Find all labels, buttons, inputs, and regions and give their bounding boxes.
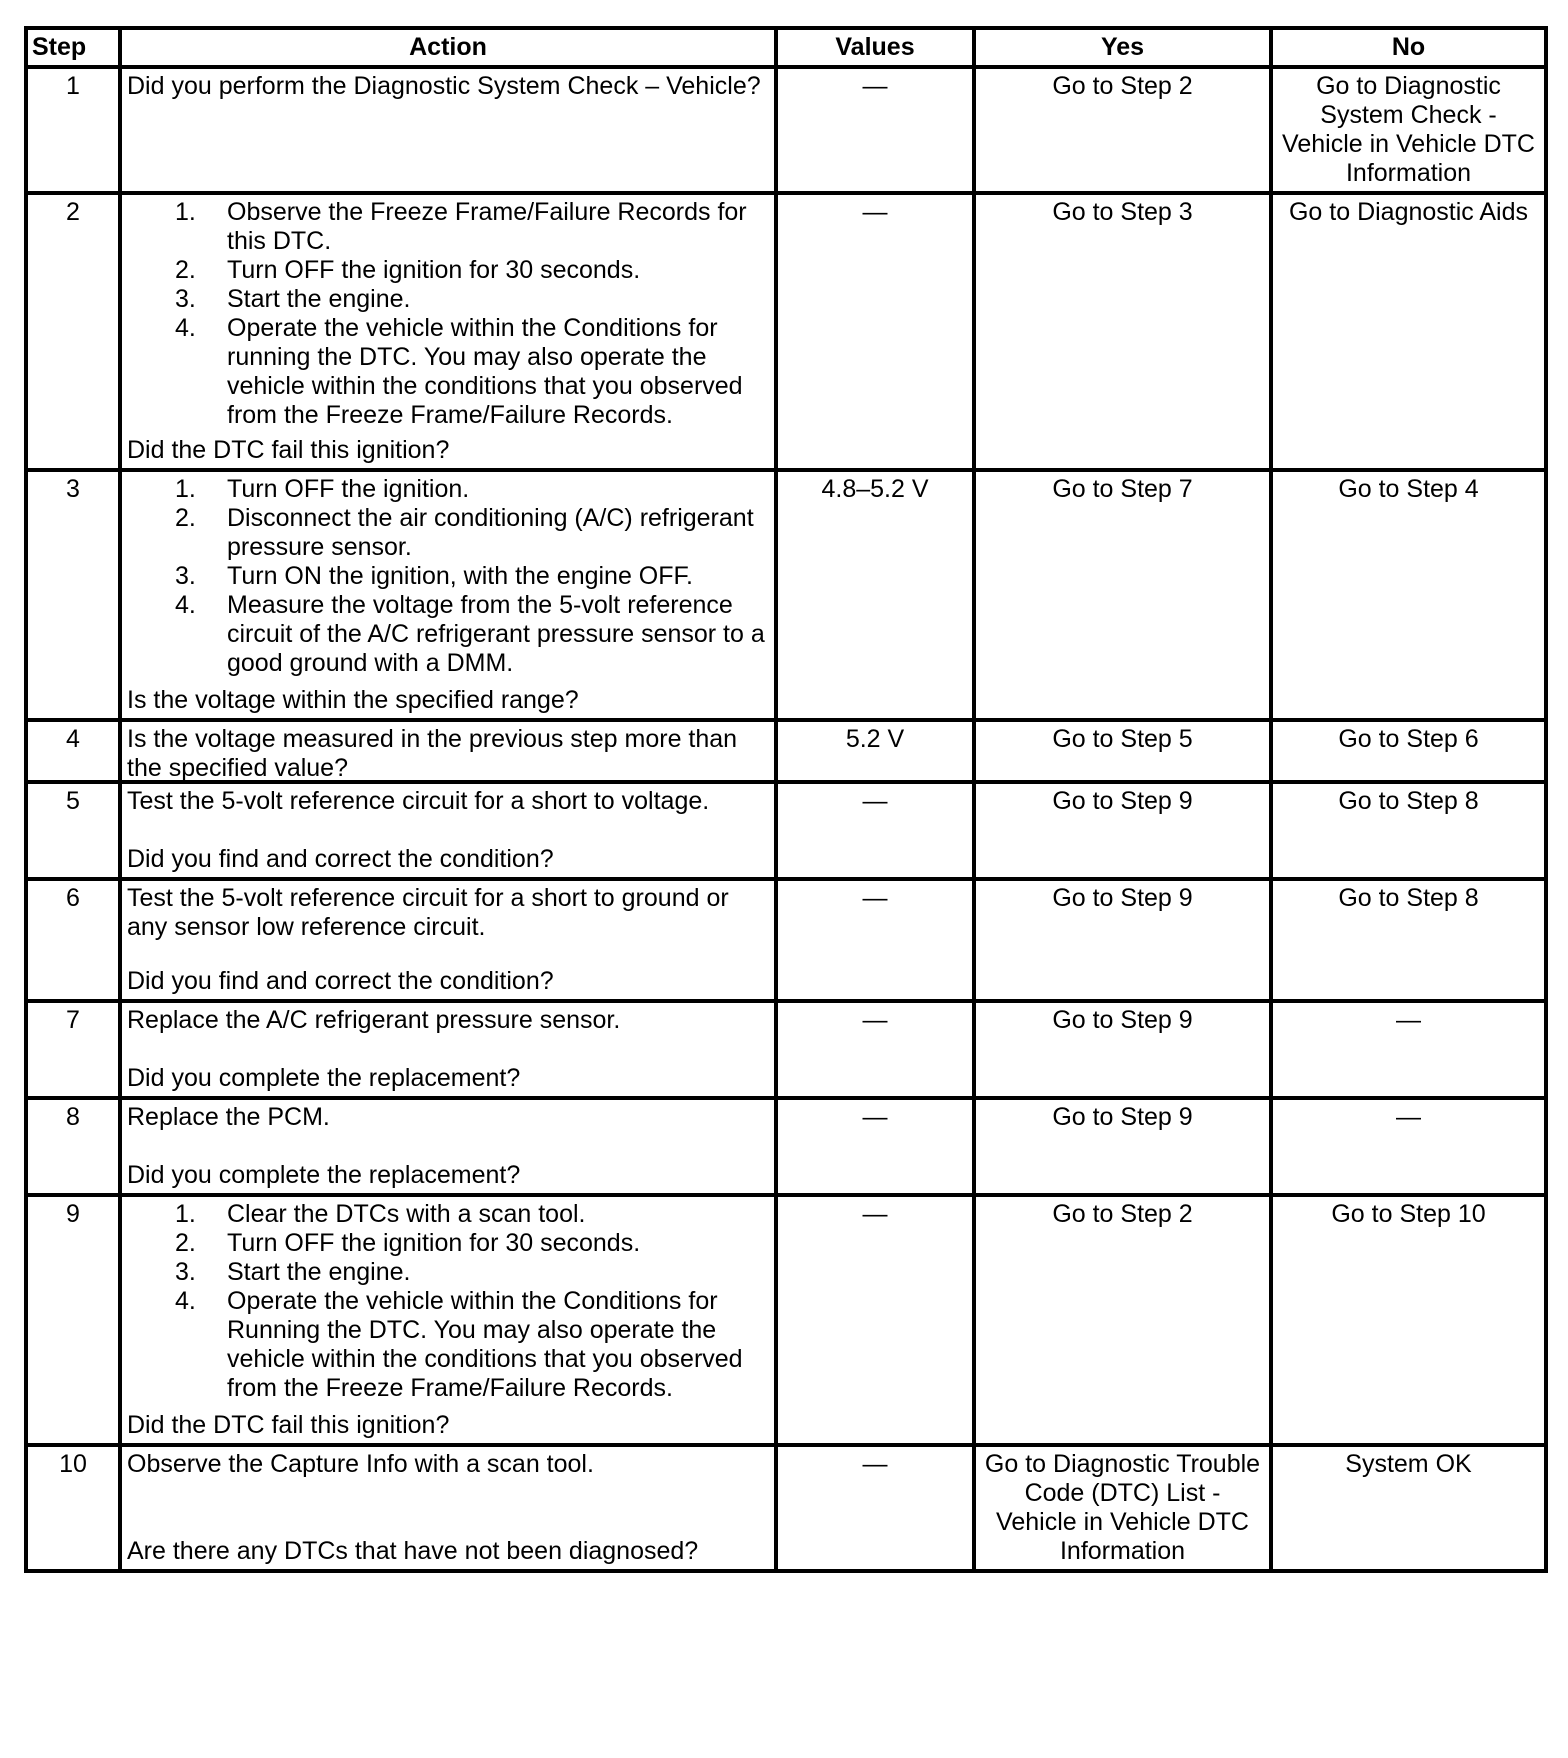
- yes-cell: Go to Step 9: [974, 879, 1271, 1001]
- yes-cell: Go to Step 9: [974, 782, 1271, 879]
- values-cell: 5.2 V: [776, 720, 974, 782]
- values-cell: —: [776, 1098, 974, 1195]
- step-number: 10: [26, 1445, 120, 1571]
- procedure-item: [175, 1200, 769, 1229]
- action-question: Did the DTC fail this ignition?: [127, 1411, 450, 1439]
- yes-cell: Go to Step 2: [974, 1195, 1271, 1445]
- action-cell: [120, 193, 776, 470]
- table-row: [26, 782, 1546, 879]
- procedure-list: [127, 198, 769, 430]
- yes-cell: Go to Step 3: [974, 193, 1271, 470]
- table-row: [26, 193, 1546, 470]
- procedure-item-text: Operate the vehicle within the Conditions for running the DTC. You may also operate the vehicle within the conditions that you observed from the Freeze Frame/Failure Records.: [227, 314, 743, 429]
- step-number: 1: [26, 67, 120, 193]
- action-text: Is the voltage measured in the previous step more than the specified value?: [127, 725, 738, 782]
- step-number: 5: [26, 782, 120, 879]
- action-question: Did the DTC fail this ignition?: [127, 436, 450, 464]
- table-row: [26, 1195, 1546, 1445]
- action-text: Test the 5-volt reference circuit for a short to ground or any sensor low reference circuit.: [127, 884, 729, 941]
- procedure-item-text: Turn OFF the ignition.: [227, 475, 470, 503]
- no-cell: —: [1271, 1001, 1546, 1098]
- procedure-item: [175, 314, 769, 430]
- step-number: 6: [26, 879, 120, 1001]
- step-number: 7: [26, 1001, 120, 1098]
- step-number: 3: [26, 470, 120, 720]
- no-cell: System OK: [1271, 1445, 1546, 1571]
- action-cell: [120, 67, 776, 193]
- values-cell: —: [776, 1445, 974, 1571]
- procedure-item-text: Turn OFF the ignition for 30 seconds.: [227, 256, 641, 284]
- header-yes: Yes: [974, 28, 1271, 67]
- procedure-item: [175, 198, 769, 256]
- procedure-item-text: Start the engine.: [227, 285, 411, 313]
- no-cell: Go to Diagnostic System Check - Vehicle in Vehicle DTC Information: [1271, 67, 1546, 193]
- action-cell: [120, 782, 776, 879]
- step-number: 2: [26, 193, 120, 470]
- table-row: [26, 1445, 1546, 1571]
- action-cell: [120, 1098, 776, 1195]
- procedure-item: [175, 504, 769, 562]
- values-cell: —: [776, 67, 974, 193]
- procedure-item-number: 3.: [175, 285, 196, 313]
- procedure-item: [175, 285, 769, 314]
- no-cell: Go to Step 10: [1271, 1195, 1546, 1445]
- header-step: Step: [26, 28, 120, 67]
- procedure-item: [175, 1287, 769, 1403]
- procedure-item: [175, 1258, 769, 1287]
- procedure-item-text: Turn OFF the ignition for 30 seconds.: [227, 1229, 641, 1257]
- procedure-item: [175, 256, 769, 285]
- action-cell: [120, 720, 776, 782]
- procedure-item-text: Observe the Freeze Frame/Failure Records for this DTC.: [227, 198, 747, 255]
- header-no: No: [1271, 28, 1546, 67]
- no-cell: Go to Step 4: [1271, 470, 1546, 720]
- procedure-item-text: Measure the voltage from the 5-volt reference circuit of the A/C refrigerant pressure sensor to a good ground with a DMM.: [227, 591, 765, 677]
- action-question: Did you complete the replacement?: [127, 1064, 521, 1092]
- yes-cell: Go to Step 7: [974, 470, 1271, 720]
- header-values: Values: [776, 28, 974, 67]
- action-question: Did you find and correct the condition?: [127, 845, 554, 873]
- no-cell: Go to Step 6: [1271, 720, 1546, 782]
- action-text: Replace the PCM.: [127, 1103, 330, 1131]
- action-question: Did you complete the replacement?: [127, 1161, 521, 1189]
- action-cell: [120, 879, 776, 1001]
- yes-cell: Go to Step 5: [974, 720, 1271, 782]
- values-cell: —: [776, 193, 974, 470]
- procedure-item-number: 1.: [175, 475, 196, 503]
- yes-cell: Go to Step 9: [974, 1098, 1271, 1195]
- step-number: 4: [26, 720, 120, 782]
- table-row: [26, 470, 1546, 720]
- values-cell: —: [776, 879, 974, 1001]
- procedure-list: [127, 1200, 769, 1403]
- procedure-item-text: Disconnect the air conditioning (A/C) refrigerant pressure sensor.: [227, 504, 754, 561]
- table-row: [26, 1098, 1546, 1195]
- procedure-item: [175, 591, 769, 678]
- header-row: [26, 28, 1546, 67]
- procedure-item-text: Operate the vehicle within the Conditions for Running the DTC. You may also operate the vehicle within the conditions that you observed from the Freeze Frame/Failure Records.: [227, 1287, 743, 1402]
- procedure-item: [175, 475, 769, 504]
- procedure-item-text: Turn ON the ignition, with the engine OFF.: [227, 562, 693, 590]
- action-text: Observe the Capture Info with a scan tool.: [127, 1450, 594, 1478]
- yes-cell: Go to Step 9: [974, 1001, 1271, 1098]
- no-cell: Go to Step 8: [1271, 879, 1546, 1001]
- procedure-item-number: 4.: [175, 1287, 196, 1315]
- values-cell: —: [776, 1001, 974, 1098]
- procedure-item-number: 1.: [175, 198, 196, 226]
- procedure-item-number: 2.: [175, 1229, 196, 1257]
- action-cell: [120, 1195, 776, 1445]
- action-text: Replace the A/C refrigerant pressure sensor.: [127, 1006, 621, 1034]
- procedure-item-number: 4.: [175, 314, 196, 342]
- table-row: [26, 879, 1546, 1001]
- step-number: 8: [26, 1098, 120, 1195]
- action-question: Is the voltage within the specified range?: [127, 686, 579, 714]
- header-action: Action: [120, 28, 776, 67]
- procedure-item-number: 3.: [175, 562, 196, 590]
- procedure-item-text: Start the engine.: [227, 1258, 411, 1286]
- action-text: Test the 5-volt reference circuit for a short to voltage.: [127, 787, 710, 815]
- no-cell: Go to Step 8: [1271, 782, 1546, 879]
- table-row: [26, 720, 1546, 782]
- procedure-item: [175, 1229, 769, 1258]
- action-question: Are there any DTCs that have not been diagnosed?: [127, 1537, 699, 1565]
- procedure-item-number: 2.: [175, 504, 196, 532]
- table-row: [26, 67, 1546, 193]
- action-text: Did you perform the Diagnostic System Check – Vehicle?: [127, 72, 761, 100]
- procedure-list: [127, 475, 769, 678]
- no-cell: Go to Diagnostic Aids: [1271, 193, 1546, 470]
- action-question: Did you find and correct the condition?: [127, 967, 554, 995]
- procedure-item: [175, 562, 769, 591]
- procedure-item-number: 3.: [175, 1258, 196, 1286]
- no-cell: —: [1271, 1098, 1546, 1195]
- yes-cell: Go to Diagnostic Trouble Code (DTC) List - Vehicle in Vehicle DTC Information: [974, 1445, 1271, 1571]
- values-cell: —: [776, 782, 974, 879]
- procedure-item-text: Clear the DTCs with a scan tool.: [227, 1200, 586, 1228]
- values-cell: —: [776, 1195, 974, 1445]
- yes-cell: Go to Step 2: [974, 67, 1271, 193]
- procedure-item-number: 4.: [175, 591, 196, 619]
- action-cell: [120, 470, 776, 720]
- table-row: [26, 1001, 1546, 1098]
- action-cell: [120, 1001, 776, 1098]
- step-number: 9: [26, 1195, 120, 1445]
- values-cell: 4.8–5.2 V: [776, 470, 974, 720]
- procedure-item-number: 1.: [175, 1200, 196, 1228]
- procedure-item-number: 2.: [175, 256, 196, 284]
- action-cell: [120, 1445, 776, 1571]
- diagnostic-table: [24, 26, 1548, 1573]
